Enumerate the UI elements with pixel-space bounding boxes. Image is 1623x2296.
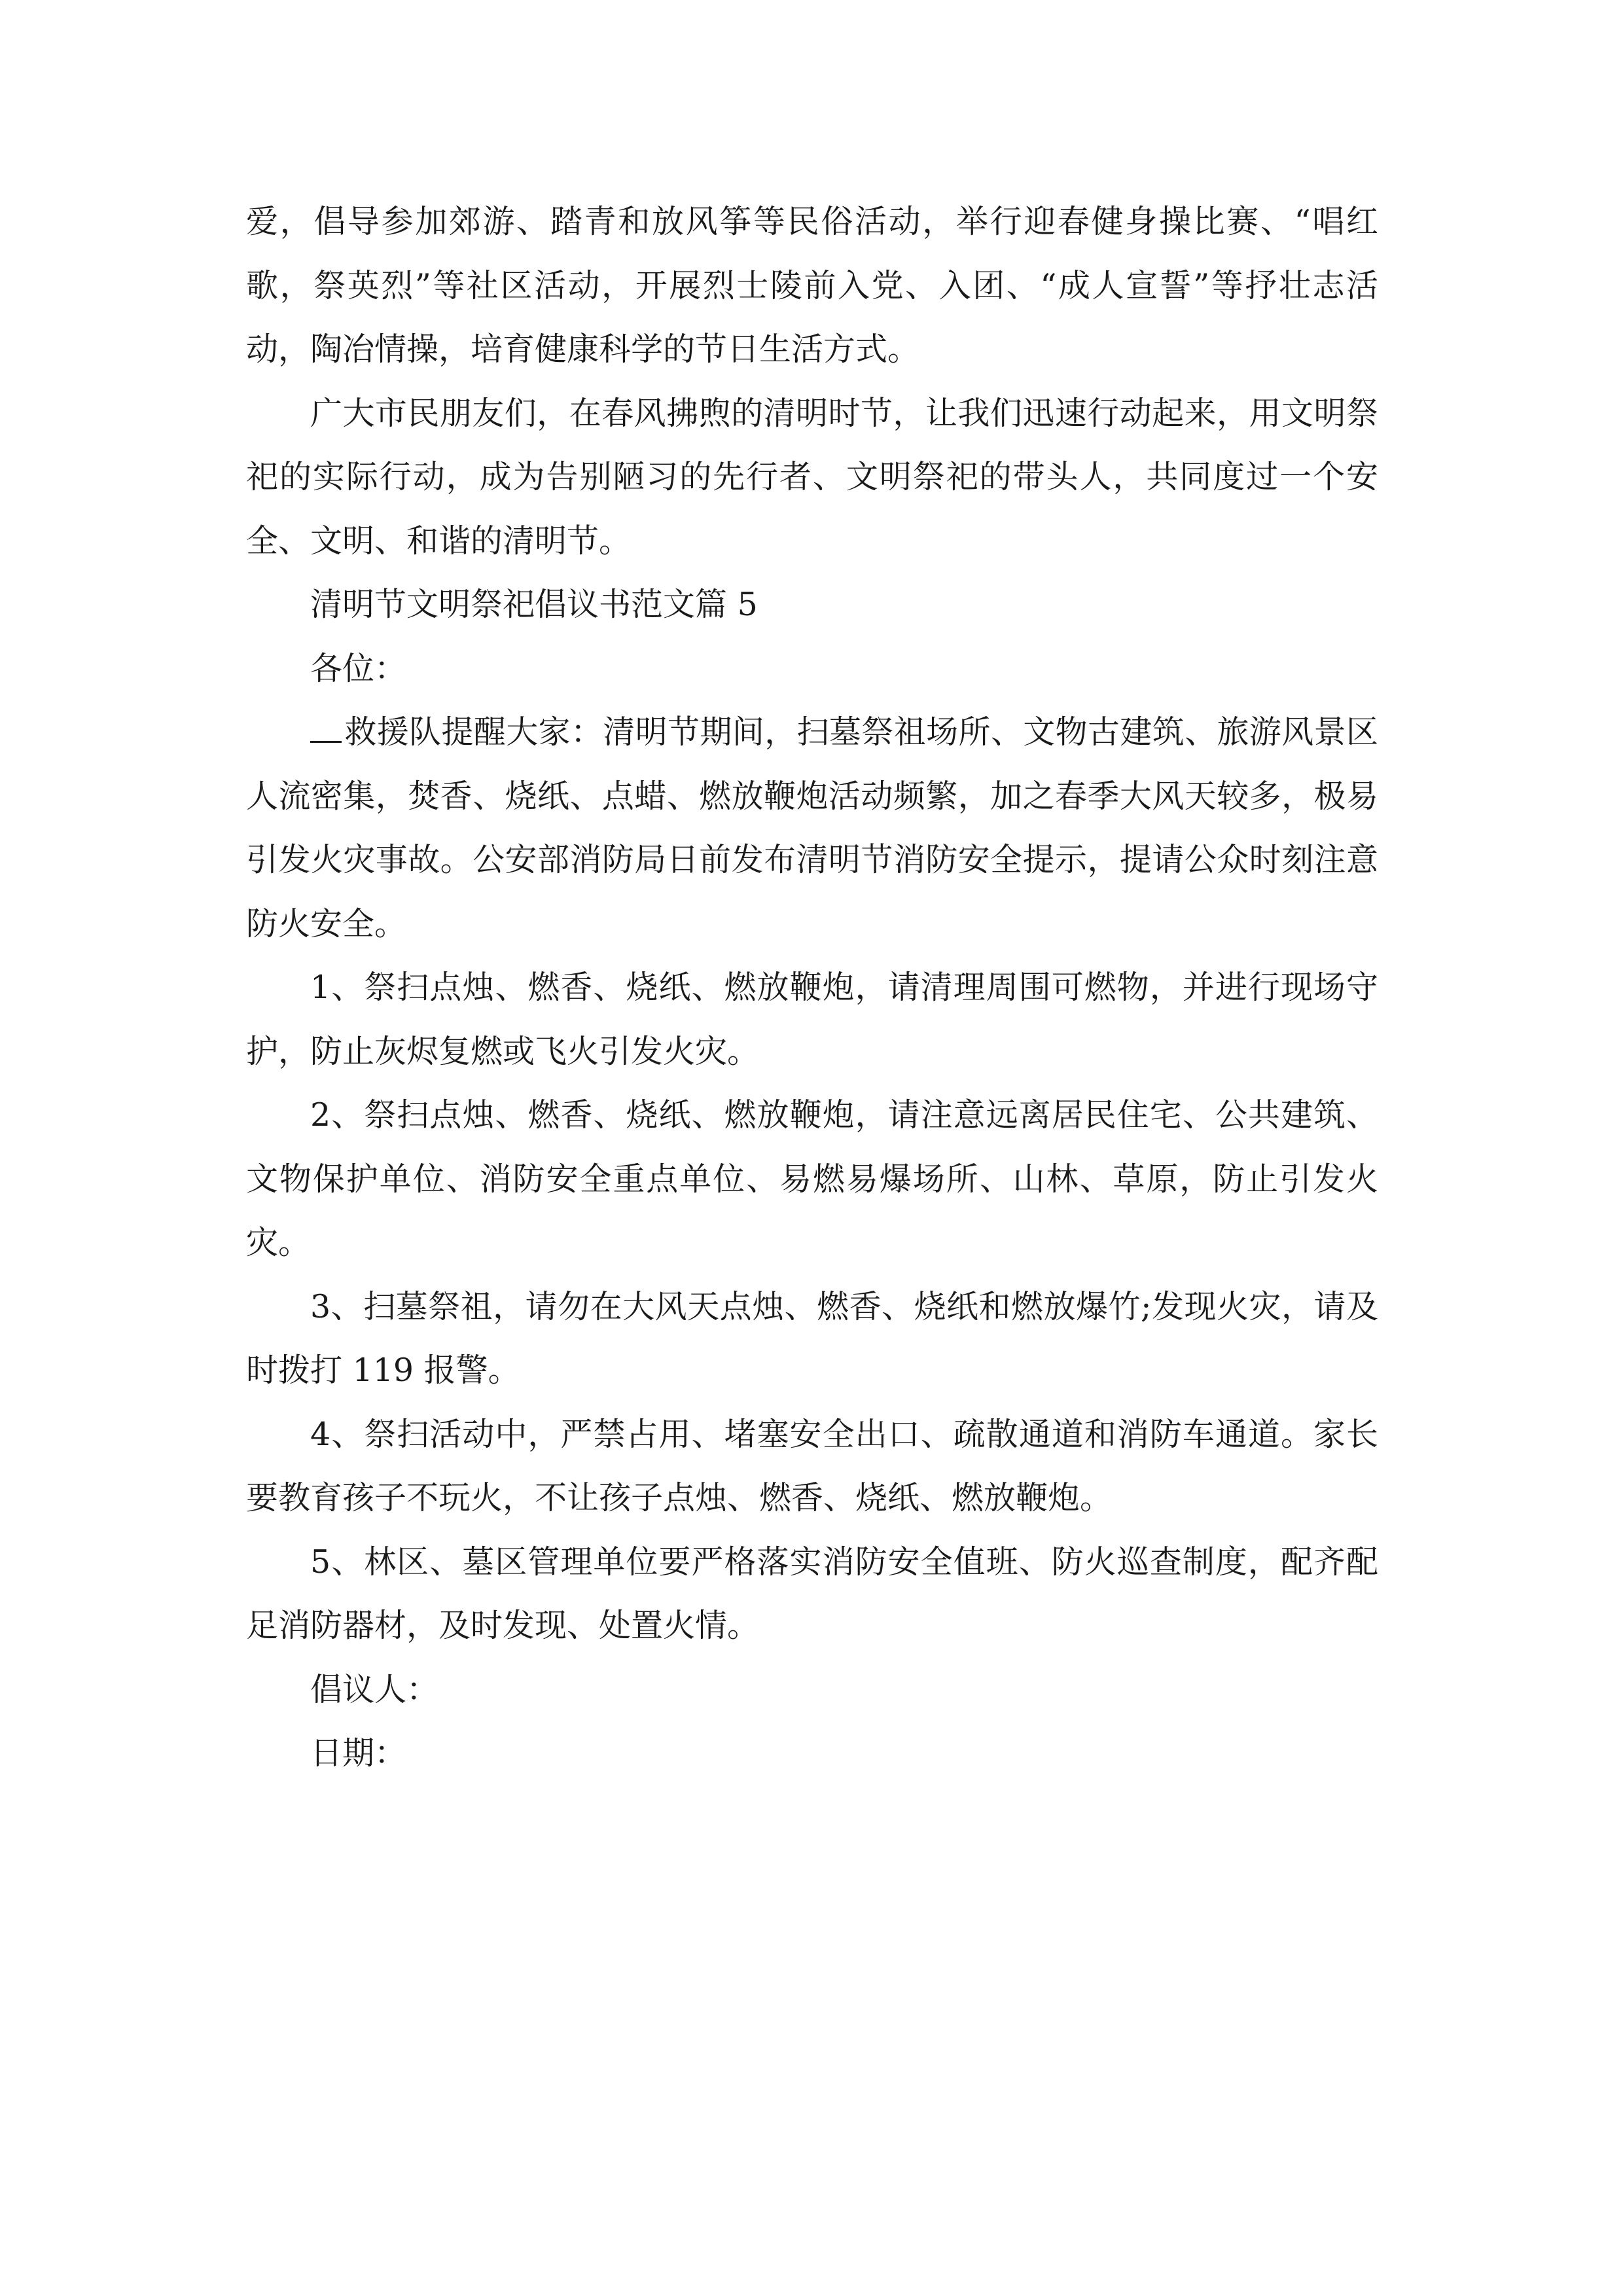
list-item-5: 5、林区、墓区管理单位要严格落实消防安全值班、防火巡查制度，配齐配足消防器材，及时发现、处置火情。	[246, 1543, 1378, 1644]
blank-underline	[310, 715, 342, 743]
list-item-4: 4、祭扫活动中，严禁占用、堵塞安全出口、疏散通道和消防车通道。家长要教育孩子不玩火，不让孩子点烛、燃香、烧纸、燃放鞭炮。	[246, 1415, 1378, 1516]
proposer-line: 倡议人：	[310, 1670, 439, 1708]
list-item-1: 1、祭扫点烛、燃香、烧纸、燃放鞭炮，请清理周围可燃物，并进行现场守护，防止灰烬复燃或飞火引发火灾。	[246, 969, 1378, 1070]
paragraph-appeal: 广大市民朋友们，在春风拂煦的清明时节，让我们迅速行动起来，用文明祭祀的实际行动，成为告别陋习的先行者、文明祭祀的带头人，共同度过一个安全、文明、和谐的清明节。	[246, 394, 1378, 560]
salutation: 各位：	[310, 649, 407, 687]
paragraph-reminder-text: 救援队提醒大家：清明节期间，扫墓祭祖场所、文物古建筑、旅游风景区人流密集，焚香、烧纸、点蜡、燃放鞭炮活动频繁，加之春季大风天较多，极易引发火灾事故。公安部消防局日前发布清明节消防安全提示，提请公众时刻注意防火安全。	[246, 713, 1378, 942]
document-body	[246, 190, 1378, 1785]
section-title: 清明节文明祭祀倡议书范文篇 5	[310, 586, 758, 623]
paragraph-continued: 爱，倡导参加郊游、踏青和放风筝等民俗活动，举行迎春健身操比赛、“唱红歌，祭英烈”等社区活动，开展烈士陵前入党、入团、“成人宣誓”等抒壮志活动，陶冶情操，培育健康科学的节日生活方式。	[246, 203, 1378, 368]
date-line: 日期：	[310, 1734, 407, 1772]
paragraph-reminder	[246, 700, 1378, 956]
list-item-3: 3、扫墓祭祖，请勿在大风天点烛、燃香、烧纸和燃放爆竹;发现火灾，请及时拨打 119 报警。	[246, 1287, 1378, 1389]
list-item-2: 2、祭扫点烛、燃香、烧纸、燃放鞭炮，请注意远离居民住宅、公共建筑、文物保护单位、消防安全重点单位、易燃易爆场所、山林、草原，防止引发火灾。	[246, 1096, 1378, 1261]
